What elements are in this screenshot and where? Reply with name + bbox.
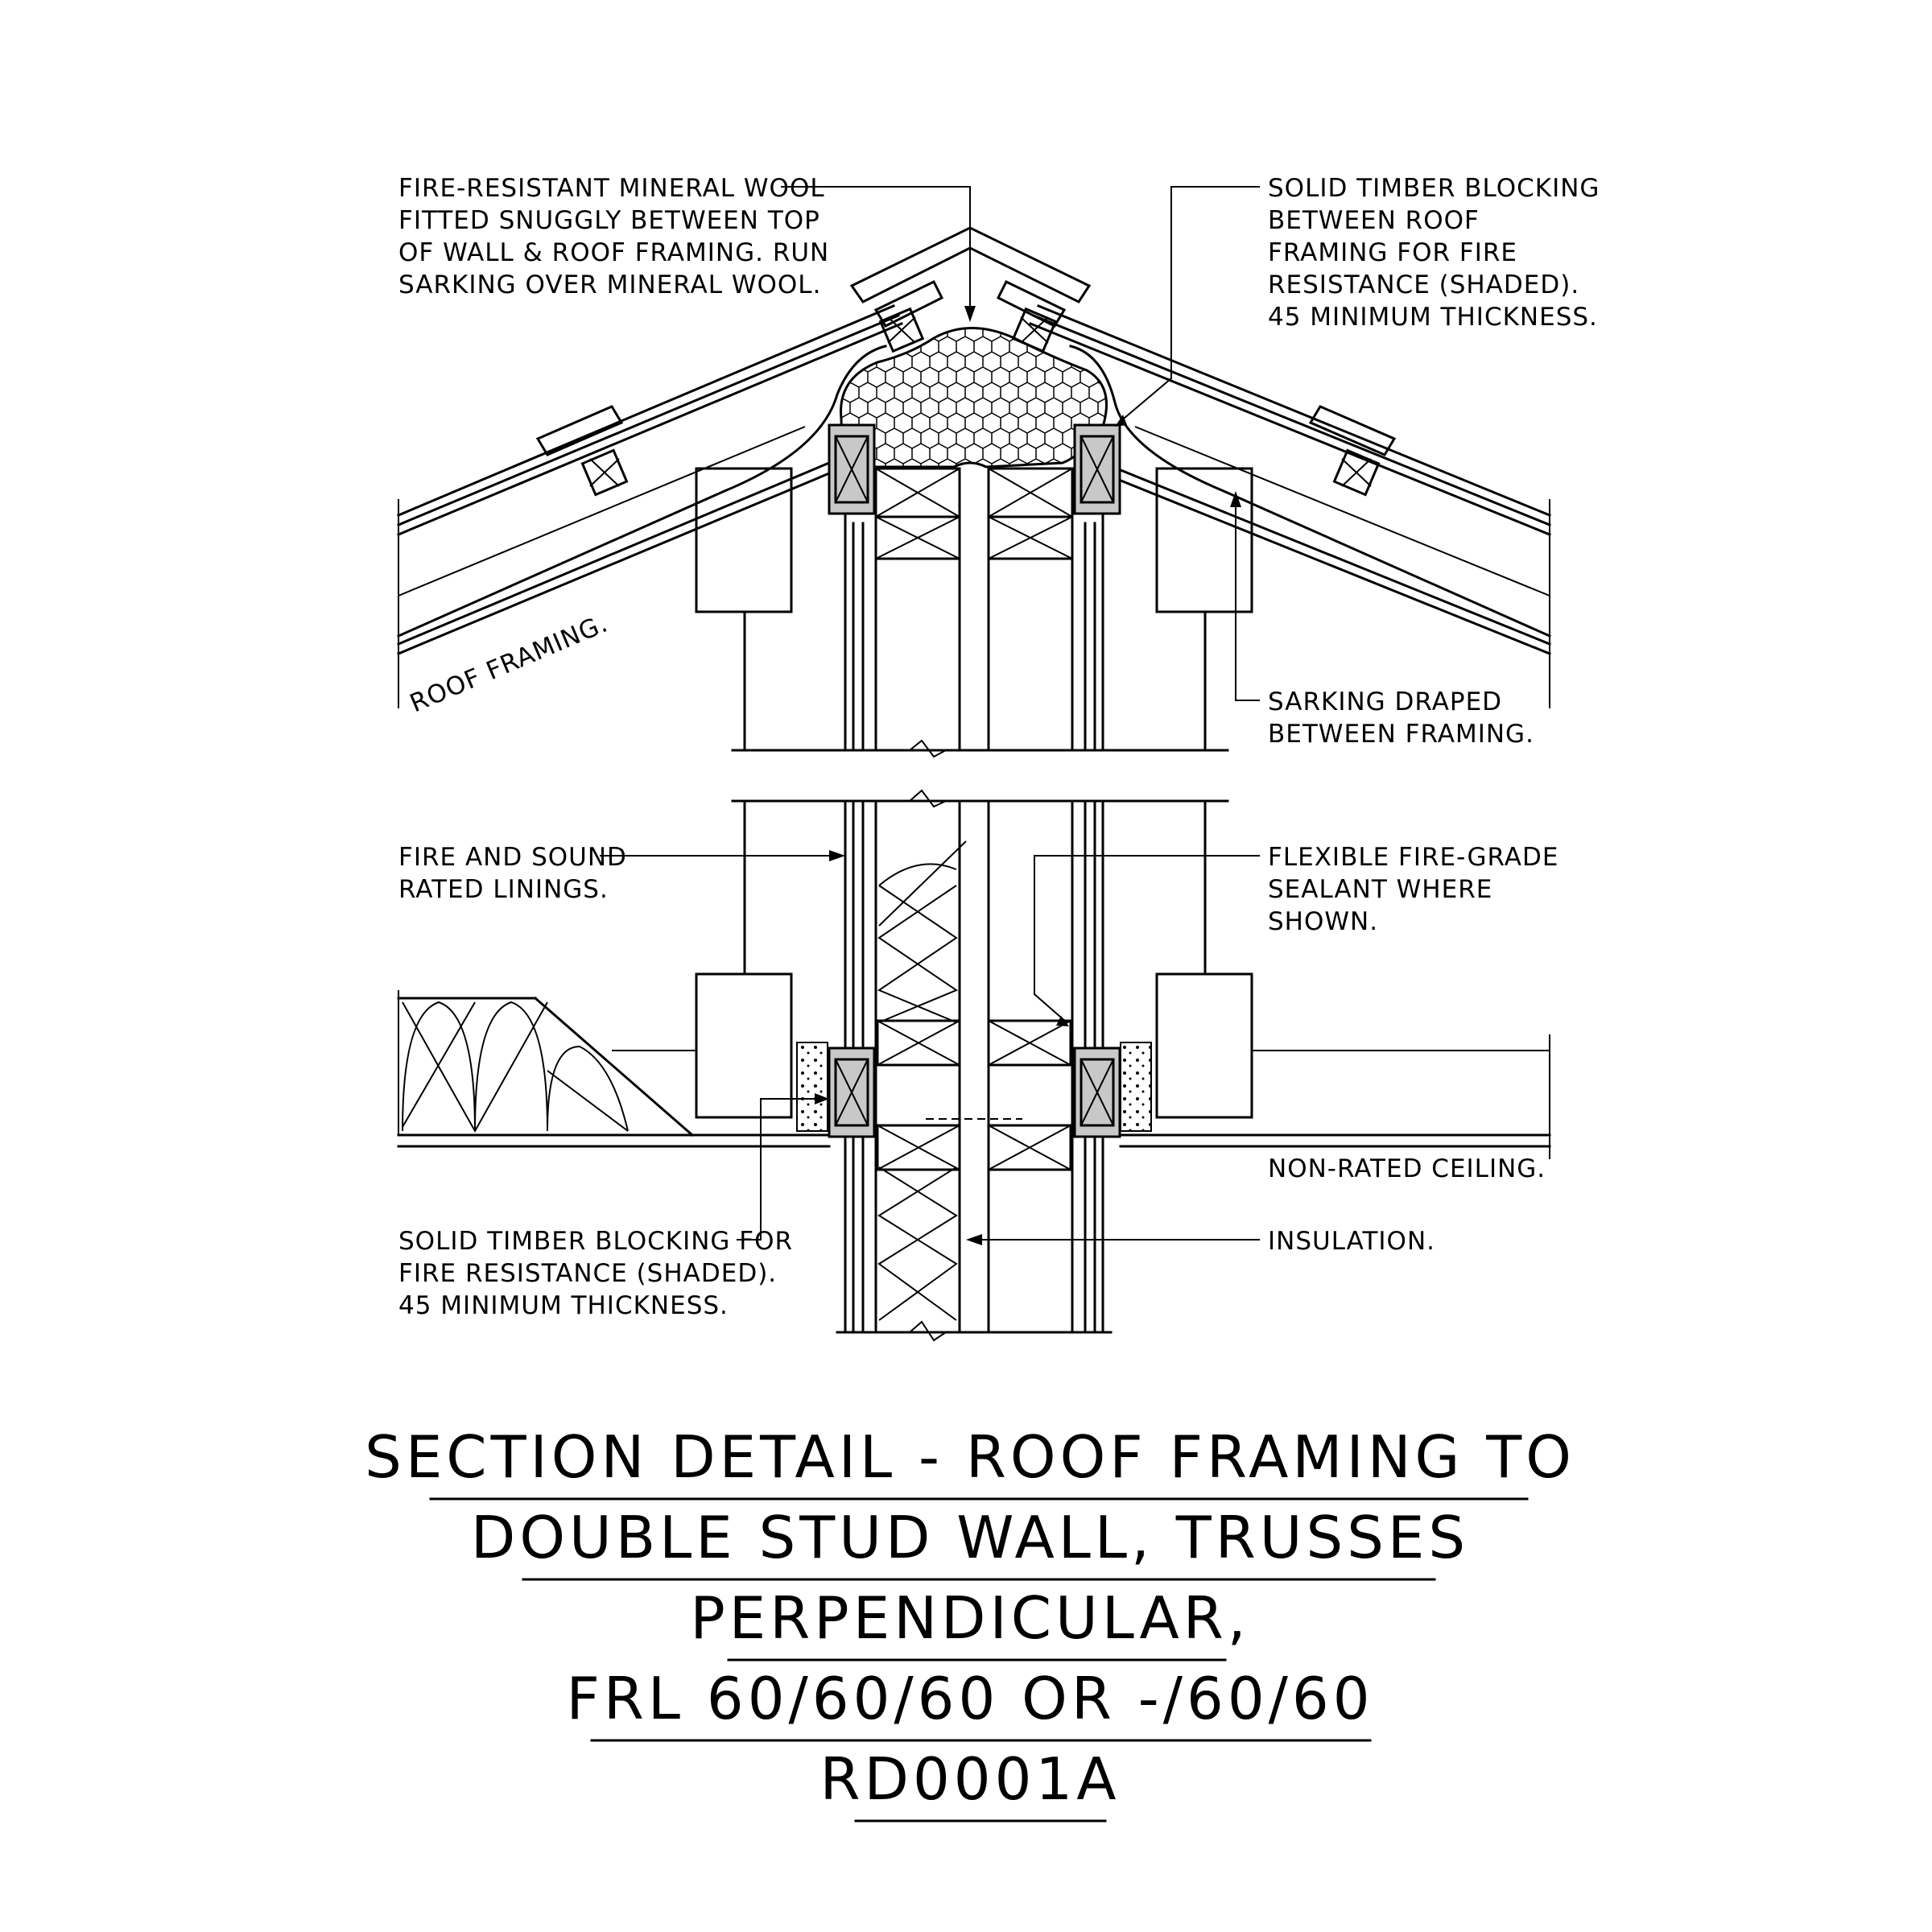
svg-text:SARKING DRAPED: SARKING DRAPED [1268,687,1503,716]
svg-text:BETWEEN ROOF: BETWEEN ROOF [1268,206,1480,235]
annotation-wall-blocking [398,1227,793,1320]
svg-text:SOLID TIMBER BLOCKING FOR: SOLID TIMBER BLOCKING FOR [398,1227,794,1256]
annotation-sarking [1268,687,1534,749]
svg-text:FIRE-RESISTANT MINERAL WOOL: FIRE-RESISTANT MINERAL WOOL [398,174,825,203]
ceiling-blocking [797,1042,1151,1137]
drawing-title [365,1423,1575,1821]
wall-insulation [879,841,966,1320]
wall-noggings [877,1021,1071,1170]
wall-ceiling-section [398,791,1550,1340]
svg-text:FLEXIBLE FIRE-GRADE: FLEXIBLE FIRE-GRADE [1268,843,1559,872]
svg-text:FRAMING FOR FIRE: FRAMING FOR FIRE [1268,238,1518,267]
svg-text:FIRE AND SOUND: FIRE AND SOUND [398,843,627,872]
svg-text:RESISTANCE (SHADED).: RESISTANCE (SHADED). [1268,270,1580,299]
svg-text:45 MINIMUM THICKNESS.: 45 MINIMUM THICKNESS. [1268,303,1598,332]
wall-linings-lower [837,801,1111,1340]
annotation-mineral-wool [398,174,829,299]
annotation-roof-framing: ROOF FRAMING. [406,609,613,719]
wall-linings-upper [845,515,1103,757]
svg-text:BETWEEN FRAMING.: BETWEEN FRAMING. [1268,720,1534,749]
roof-slope-left [398,306,902,708]
title-line-3: PERPENDICULAR, [690,1584,1250,1652]
svg-text:FITTED SNUGGLY BETWEEN TOP: FITTED SNUGGLY BETWEEN TOP [398,206,820,235]
svg-text:SEALANT WHERE: SEALANT WHERE [1268,875,1493,904]
svg-text:SARKING OVER MINERAL WOOL.: SARKING OVER MINERAL WOOL. [398,270,822,299]
title-line-4: FRL 60/60/60 OR -/60/60 [566,1665,1374,1732]
svg-text:RATED LININGS.: RATED LININGS. [398,875,609,904]
annotation-linings [398,843,627,904]
truss-members-upper [696,469,1252,750]
ceiling-insulation [398,998,692,1135]
annotation-roof-blocking [1268,174,1600,332]
svg-text:OF WALL & ROOF FRAMING. RUN: OF WALL & ROOF FRAMING. RUN [398,238,830,267]
annotation-ceiling: NON-RATED CEILING. [1268,1154,1546,1183]
mineral-wool [841,328,1107,468]
svg-text:SOLID TIMBER BLOCKING: SOLID TIMBER BLOCKING [1268,174,1600,203]
drawing-number: RD0001A [819,1745,1121,1813]
svg-text:SHOWN.: SHOWN. [1268,907,1379,936]
title-line-2: DOUBLE STUD WALL, TRUSSES [470,1504,1470,1571]
title-line-1: SECTION DETAIL - ROOF FRAMING TO [365,1423,1575,1491]
top-plates [876,469,1072,559]
svg-text:FIRE RESISTANCE (SHADED).: FIRE RESISTANCE (SHADED). [398,1259,778,1288]
annotation-insulation: INSULATION. [1268,1227,1436,1256]
ceiling [398,990,1550,1159]
svg-text:45 MINIMUM THICKNESS.: 45 MINIMUM THICKNESS. [398,1291,729,1320]
annotation-sealant [1268,843,1558,936]
